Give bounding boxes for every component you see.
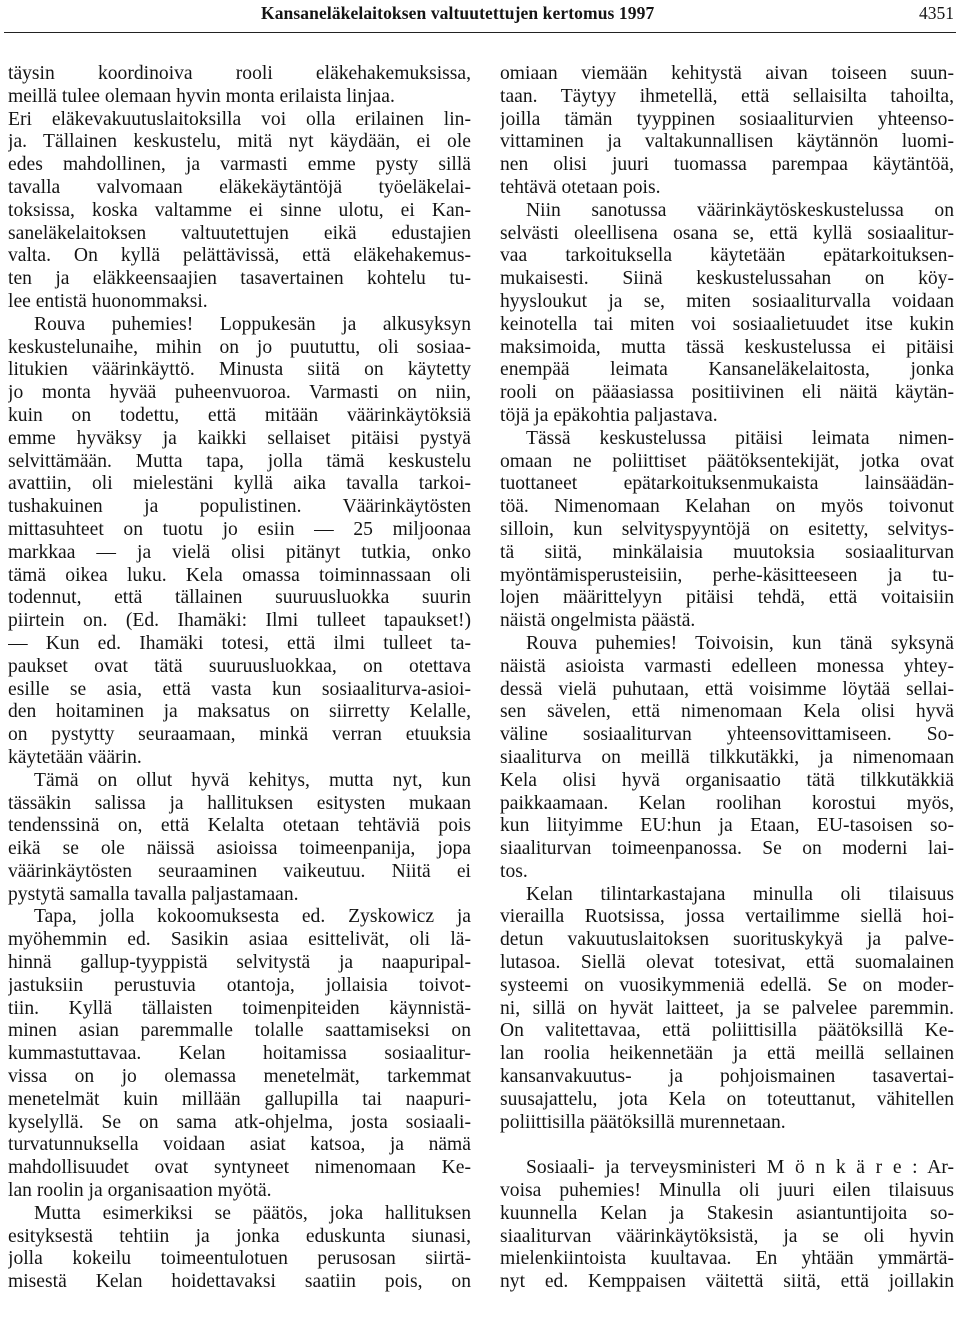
text-line: emme hyväksy ja kaikki sellaiset pitäisi pystyä [8, 427, 471, 449]
text-line: tämä oikea luku. Kela omassa toiminnassaan oli [8, 564, 471, 586]
text-line: paukset ovat tätä suuruusluokkaa, on otettava [8, 655, 471, 677]
text-line: tä siitä, minkälaisia muutoksia sosiaaliturvan [500, 541, 954, 563]
text-line: täysin koordinoiva rooli eläkehakemuksissa, [8, 63, 471, 84]
text-line: avattiin, oli mielestäni kyllä aika tavalla tarkoi- [8, 473, 471, 495]
text-line: minen asian paremmalle tolalle saattamiseksi on [8, 1020, 471, 1042]
text-line: vittaminen ja valtakunnallisen käytännön luomi- [500, 131, 954, 153]
text-line: omaan ne poliittiset päätöksentekijät, jotka ovat [500, 450, 954, 472]
text-line: pystytä samalla tavalla paljastamaan. [8, 883, 299, 905]
text-line: kummastuttavaa. Kelan hoitamissa sosiaalitur- [8, 1043, 471, 1065]
header-rule [4, 32, 956, 33]
text-line: mahdollisuudet ovat syntyneet nimenomaan Ke- [8, 1157, 471, 1179]
text-line: piirtein on. (Ed. Ihamäki: Ilmi tulleet tapaukset!) [8, 610, 471, 632]
text-line: voisa puhemies! Minulla oli juuri eilen tilaisuus [500, 1180, 954, 1202]
text-line: töä. Nimenomaan Kelahan on myös toivonut [500, 496, 954, 518]
text-line: omiaan viemään kehitystä aivan toiseen suun- [500, 63, 954, 84]
text-line: vierailla Ruotsissa, jossa vertailimme siellä hoi- [500, 906, 954, 928]
text-line: kyselyllä. Se on sama atk-ohjelma, josta sosiaali- [8, 1111, 471, 1133]
text-line: sen sävelen, että nimenomaan Kela olisi hyvä [500, 701, 954, 723]
text-line: mukaisesti. Siinä keskustelussahan on köy- [500, 268, 954, 290]
text-line: ni, sillä on hyvät laitteet, ja se palvelee paremmin. [500, 997, 954, 1019]
text-line: litukien väärinkäyttö. Minusta siitä on käytetty [8, 359, 471, 381]
text-line: saneläkelaitoksen valtuutettujen eikä edustajien [8, 222, 471, 244]
text-line: Tässä keskustelussa pitäisi leimata nimen- [526, 427, 954, 449]
text-line: vissa on jo olemassa menetelmät, tarkemmat [8, 1066, 471, 1088]
text-line: maksimoida, mutta tässä keskustelussa ei pitäisi [500, 336, 954, 358]
text-line: jo monta hyvää puheenvuoroa. Varmasti on niin, [8, 382, 471, 404]
text-line: tehtävä otetaan pois. [500, 176, 661, 198]
text-line: toksissa, koska valtamme ei sinne ulotu, ei Kan- [8, 199, 471, 221]
text-line: näistä asioista varmasti edelleen monessa yhtey- [500, 655, 954, 677]
text-line: systeemi on vuosikymmeniä edellä. Se on moder- [500, 974, 954, 996]
text-line: todennut, että tällainen suuruusluokka suurin [8, 587, 471, 609]
text-line: nyt ed. Kemppaisen väitettä siitä, että joillakin [500, 1271, 954, 1293]
text-line: tuottaneet epätarkoituksenmukaista lainsäädän- [500, 473, 954, 495]
text-line: On valitettavaa, että poliittisilla päätöksillä Ke- [500, 1020, 954, 1042]
text-line: ja. Tällainen keskustelu, mitä nyt käydään, ei ole [8, 131, 471, 153]
right-column [500, 63, 954, 1294]
text-line: esityksestä tehtiin ja jonka eduskunta siunasi, [8, 1225, 471, 1247]
text-line: Rouva puhemies! Loppukesän ja alkusyksyn [34, 313, 471, 335]
text-line: siaaliturva on meillä tilkkutäkki, ja nimenomaan [500, 746, 954, 768]
text-line: poliittisilla päätöksillä murennetaan. [500, 1111, 786, 1133]
text-line: näistä ongelmista päästä. [500, 610, 696, 632]
text-line: joilla tämän tyyppinen sosiaaliturvien yhteenso- [500, 108, 954, 130]
text-line: lan roolin ja organisaation myötä. [8, 1180, 272, 1202]
text-line: tiin. Kyllä tällaisten toimenpiteiden käynnistä- [8, 997, 471, 1019]
text-line: den hoitaminen ja maksatus on siirretty Kelalle, [8, 701, 471, 723]
text-line: hyysloukut ja se, miten sosiaaliturvalla voidaan [500, 290, 954, 312]
text-line: tushakuinen ja populistinen. Väärinkäytösten [8, 496, 471, 518]
page-header [0, 0, 960, 26]
text-line: keskustelunaihe, mihin on jo puututtu, oli sosiaa- [8, 336, 471, 358]
text-line: rooli on pääasiassa positiivinen eli näitä käytän- [500, 382, 954, 404]
text-line: siaaliturvan toimeenpanossa. Se on moderni lai- [500, 838, 954, 860]
text-line: Rouva puhemies! Toivoisin, kun tänä syksynä [526, 632, 954, 654]
text-line: on pystytty seuraamaan, minkä verran etuuksia [8, 724, 471, 746]
text-line: vaa tarkoituksella käytetään epätarkoituksen- [500, 245, 954, 267]
text-line: Eri eläkevakuutuslaitoksilla voi olla erilainen lin- [8, 108, 471, 130]
text-line: paikkaamaan. Kelan roolihan korostui myös, [500, 792, 954, 814]
text-line: Mutta esimerkiksi se päätös, joka hallituksen [34, 1202, 471, 1224]
text-line: nen olisi juuri tuomassa parempaa käytäntöä, [500, 154, 954, 176]
text-line: kun liityimme EU:hun ja Etaan, EU-tasoisen so- [500, 815, 954, 837]
text-line: menetelmät kuin millään gallupilla tai naapuri- [8, 1088, 471, 1110]
text-line: Kelan tilintarkastajana minulla oli tilaisuus [526, 883, 954, 905]
text-line: detun vakuutuslaitoksen suorituskykyä ja palve- [500, 929, 954, 951]
text-line: Sosiaali- ja terveysministeri M ö n k ä r e : Ar- [526, 1157, 954, 1179]
text-line: jastuksiin perustuvia otantoja, jollaisia toivot- [8, 974, 471, 996]
text-line: väärinkäytösten seuraaminen vaikeutuu. Niitä ei [8, 860, 471, 882]
text-line: Tapa, jolla kokoomuksesta ed. Zyskowicz ja [34, 906, 471, 928]
text-line: misestä Kelan hoidettavaksi saatiin pois, on [8, 1271, 471, 1293]
text-line: mittasuhteet on tuotu jo esiin — 25 miljoonaa [8, 518, 471, 540]
text-line: lojen määrittelyyn pitäisi tehdä, että voitaisiin [500, 587, 954, 609]
text-line: väline sosiaaliturvan yhteensovittamiseen. So- [500, 724, 954, 746]
text-line: markkaa — ja vielä olisi pitänyt tutkia, onko [8, 541, 471, 563]
text-line: selvittämään. Mutta tapa, jolla tämä keskustelu [8, 450, 471, 472]
text-line: dessä vielä puhutaan, että voisimme löytää sellai- [500, 678, 954, 700]
paragraph-gap [500, 1134, 954, 1157]
text-line: kansanvakuutus- ja pohjoismainen tasavertai- [500, 1066, 954, 1088]
text-line: mielenkiintoista kuultavaa. En yhtään ymmärtä- [500, 1248, 954, 1270]
text-line: lee entistä huonommaksi. [8, 290, 208, 312]
text-line: selvästi oleellisena osana se, että kyllä sosiaalitur- [500, 222, 954, 244]
text-line: edes mahdollinen, ja varmasti emme pysty sillä [8, 154, 471, 176]
text-line: enempää leimata Kansaneläkelaitosta, jonka [500, 359, 954, 381]
text-line: — Kun ed. Ihamäki totesi, että ilmi tulleet ta- [8, 632, 471, 654]
text-line: siaaliturvan väärinkäytöksistä, ja se oli hyvin [500, 1225, 954, 1247]
text-line: meillä tulee olemaan hyvin monta erilaista linjaa. [8, 85, 395, 107]
text-line: kuin on todettu, että mitään väärinkäytöksiä [8, 404, 471, 426]
page-number: 4351 [919, 3, 954, 23]
text-line: tos. [500, 860, 528, 882]
left-column [8, 63, 471, 1294]
text-line: turvatunnuksella voidaan asiat katsoa, ja nämä [8, 1134, 471, 1156]
text-line: kuunnella Kelan ja Stakesin asiantuntijoita so- [500, 1202, 954, 1224]
text-line: keinotella tai miten voi sosiaalietuudet itse kukin [500, 313, 954, 335]
text-line: esille se asia, että vasta kun sosiaaliturva-asioi- [8, 678, 471, 700]
text-line: käytetään väärin. [8, 746, 142, 768]
text-line: myöhemmin ed. Sasikin asiaa esittelivät, oli lä- [8, 929, 471, 951]
text-line: Tämä on ollut hyvä kehitys, mutta nyt, kun [34, 769, 471, 791]
text-line: valta. On kyllä pelättävissä, että eläkehakemus- [8, 245, 471, 267]
text-line: taan. Täytyy ihmetellä, että sellaisilta tahoilta, [500, 85, 954, 107]
text-line: lutasoa. Siellä olevat totesivat, että suomalainen [500, 952, 954, 974]
text-line: töjä ja epäkohtia paljastava. [500, 404, 718, 426]
text-line: ten ja eläkkeensaajien tasavertainen kohtelu tu- [8, 268, 471, 290]
text-line: Kela olisi hyvä organisaatio tätä tilkkutäkkiä [500, 769, 954, 791]
text-line: tavalla valvomaan eläkekäytäntöjä työeläkelai- [8, 176, 471, 198]
text-line: jolla kokeilu toimeentulotuen perusosan siirtä- [8, 1248, 471, 1270]
text-line: hinnä gallup-tyyppistä selvitystä ja naapuripal- [8, 952, 471, 974]
text-line: silloin, kun selvityspyyntöjä on esitetty, selvitys- [500, 518, 954, 540]
text-line: eikä se ole näissä asioissa toimeenpanija, jopa [8, 838, 471, 860]
text-line: suusajattelu, jota Kela on toteuttanut, vähitellen [500, 1088, 954, 1110]
text-line: lan roolia heikennetään ja että meillä sellainen [500, 1043, 954, 1065]
text-line: Niin sanotussa väärinkäytöskeskustelussa on [526, 199, 954, 221]
text-line: tendenssinä on, että Kelalta otetaan tehtäviä pois [8, 815, 471, 837]
text-line: myöntämisperusteisiin, perhe-käsitteeseen ja tu- [500, 564, 954, 586]
text-line: tässäkin salissa ja hallituksen esitysten mukaan [8, 792, 471, 814]
running-title: Kansaneläkelaitoksen valtuutettujen kertomus 1997 [261, 3, 655, 23]
